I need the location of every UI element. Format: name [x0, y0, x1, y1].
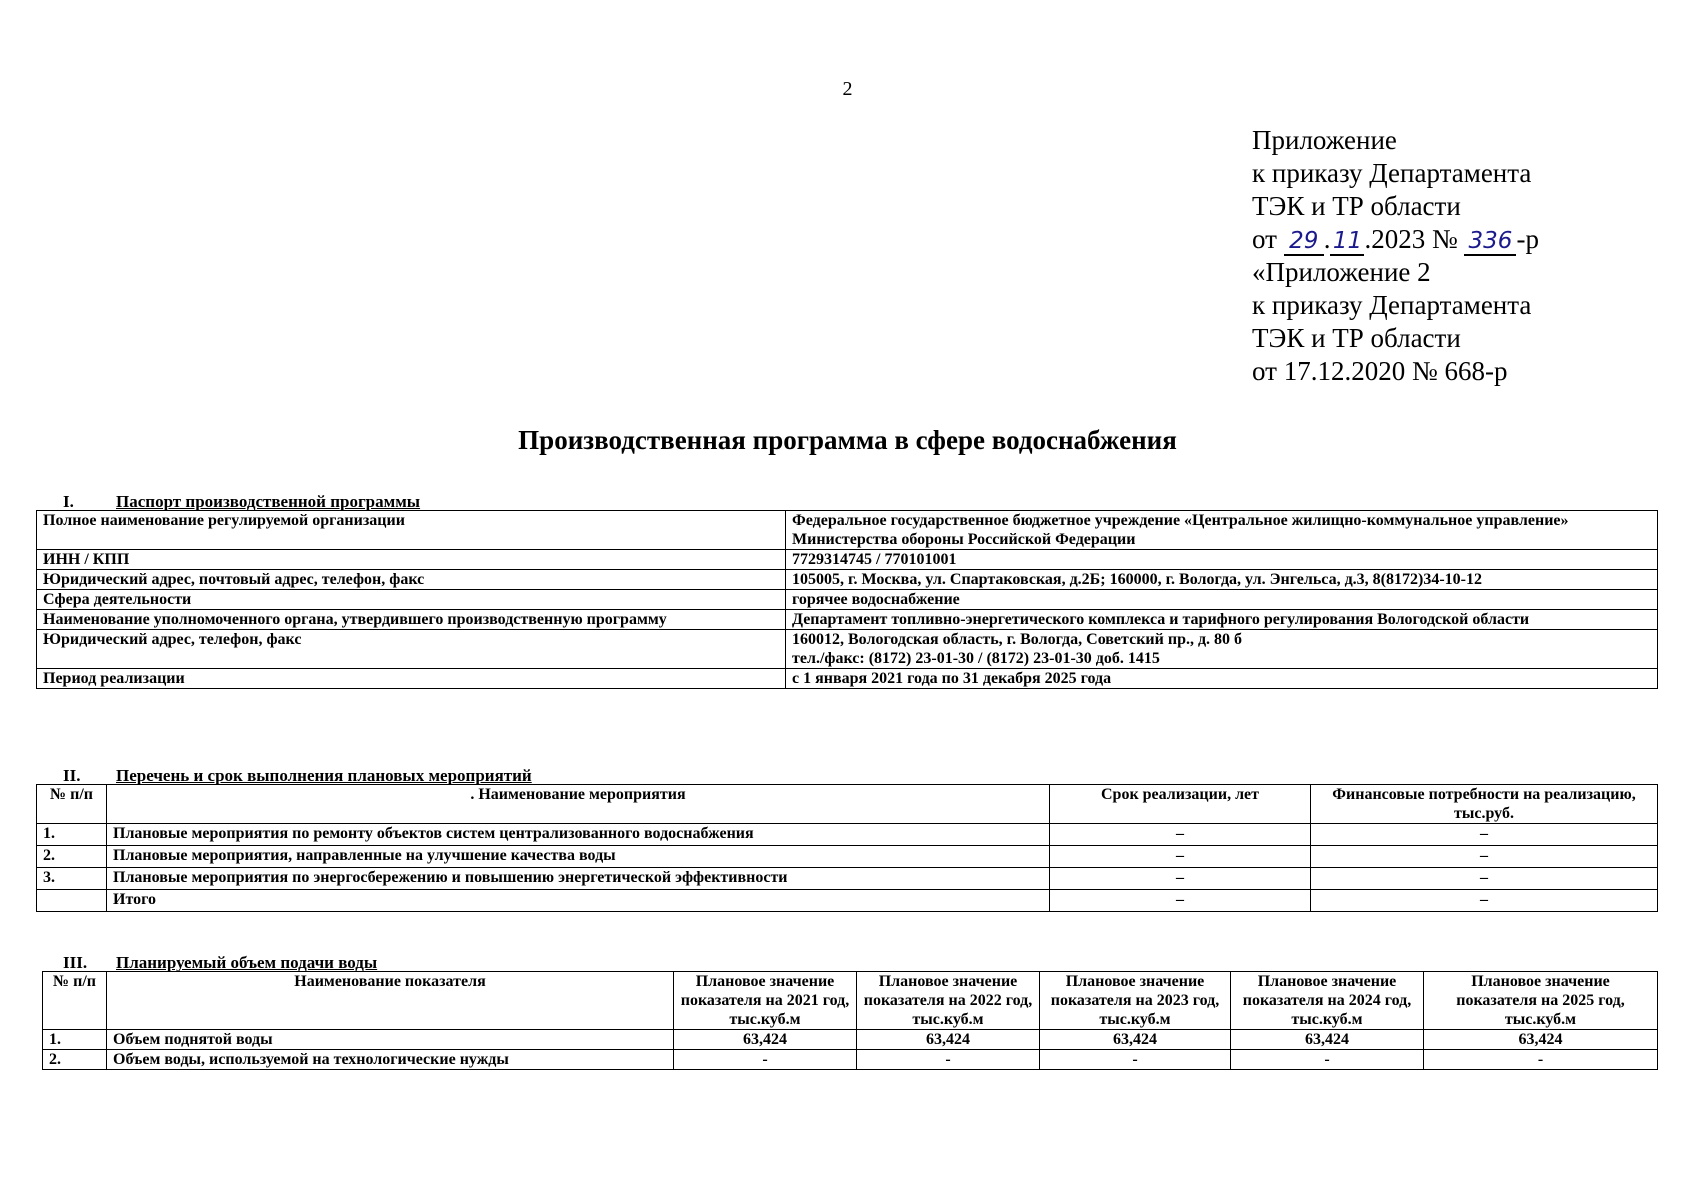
section-title: Перечень и срок выполнения плановых мероприятий — [116, 766, 532, 785]
passport-table — [36, 510, 1658, 689]
cell-2025: 63,424 — [1424, 1030, 1658, 1050]
cell-num: 1. — [37, 824, 107, 846]
table-row-total — [37, 890, 1658, 912]
section-2-heading — [63, 766, 532, 786]
row-value: горячее водоснабжение — [786, 590, 1658, 610]
cell-2021: 63,424 — [674, 1030, 857, 1050]
cell-name: Плановые мероприятия, направленные на улучшение качества воды — [107, 846, 1050, 868]
row-label: Юридический адрес, телефон, факс — [37, 630, 786, 669]
section-title: Планируемый объем подачи воды — [116, 953, 378, 972]
row-value: с 1 января 2021 года по 31 декабря 2025 года — [786, 669, 1658, 689]
cell-2022: 63,424 — [857, 1030, 1040, 1050]
row-label: Период реализации — [37, 669, 786, 689]
column-header-2023: Плановое значение показателя на 2023 год, тыс.куб.м — [1040, 972, 1231, 1030]
cell-name: Объем поднятой воды — [107, 1030, 674, 1050]
handwritten-day: 29 — [1284, 228, 1324, 256]
cell-term: – — [1050, 868, 1311, 890]
attachment-line: Приложение — [1252, 125, 1397, 155]
row-value — [786, 630, 1658, 669]
order-prefix: от — [1252, 224, 1277, 254]
volume-table — [42, 971, 1658, 1070]
column-header-term: Срок реализации, лет — [1050, 785, 1311, 824]
order-reference: от 29 . 11.2023 № 336 -р — [1252, 224, 1539, 254]
row-value: 7729314745 / 770101001 — [786, 550, 1658, 570]
document-title: Производственная программа в сфере водоснабжения — [518, 425, 1177, 455]
table-row — [37, 610, 1658, 630]
column-header-2021: Плановое значение показателя на 2021 год, тыс.куб.м — [674, 972, 857, 1030]
section-3-heading — [63, 953, 377, 973]
attachment-line: «Приложение 2 — [1252, 257, 1431, 287]
cell-name: Плановые мероприятия по ремонту объектов систем централизованного водоснабжения — [107, 824, 1050, 846]
cell-2024: - — [1231, 1050, 1424, 1070]
cell-term: – — [1050, 890, 1311, 912]
column-header-2025: Плановое значение показателя на 2025 год, тыс.куб.м — [1424, 972, 1658, 1030]
section-number: II. — [63, 766, 81, 785]
handwritten-month: 11 — [1330, 228, 1364, 256]
cell-name: Плановые мероприятия по энергосбережению и повышению энергетической эффективности — [107, 868, 1050, 890]
cell-term: – — [1050, 824, 1311, 846]
table-row — [37, 550, 1658, 570]
cell-num: 1. — [43, 1030, 107, 1050]
cell-finance: – — [1311, 846, 1658, 868]
row-value: Федеральное государственное бюджетное учреждение «Центральное жилищно-коммунальное управление» Министерства обороны Российской Федерации — [786, 511, 1658, 550]
section-number: I. — [63, 492, 74, 511]
table-row — [43, 1050, 1658, 1070]
attachment-block — [1252, 124, 1539, 388]
column-header-2024: Плановое значение показателя на 2024 год, тыс.куб.м — [1231, 972, 1424, 1030]
cell-2021: - — [674, 1050, 857, 1070]
table-row — [37, 570, 1658, 590]
attachment-line: к приказу Департамента — [1252, 158, 1532, 188]
cell-num — [37, 890, 107, 912]
cell-finance: – — [1311, 824, 1658, 846]
cell-2024: 63,424 — [1231, 1030, 1424, 1050]
section-title: Паспорт производственной программы — [116, 492, 421, 511]
column-header-finance: Финансовые потребности на реализацию, тыс.руб. — [1311, 785, 1658, 824]
row-label: Полное наименование регулируемой организации — [37, 511, 786, 550]
cell-num: 3. — [37, 868, 107, 890]
column-header-name: . Наименование мероприятия — [107, 785, 1050, 824]
cell-name: Объем воды, используемой на технологические нужды — [107, 1050, 674, 1070]
row-label: Наименование уполномоченного органа, утвердившего производственную программу — [37, 610, 786, 630]
attachment-line: ТЭК и ТР области — [1252, 323, 1461, 353]
table-row — [37, 868, 1658, 890]
row-label: Сфера деятельности — [37, 590, 786, 610]
row-label: ИНН / КПП — [37, 550, 786, 570]
column-header-num: № п/п — [37, 785, 107, 824]
table-row — [37, 511, 1658, 550]
cell-2023: 63,424 — [1040, 1030, 1231, 1050]
table-row — [37, 630, 1658, 669]
cell-num: 2. — [43, 1050, 107, 1070]
order-year: .2023 № — [1364, 224, 1458, 254]
table-row — [37, 590, 1658, 610]
table-row — [43, 1030, 1658, 1050]
column-header-num: № п/п — [43, 972, 107, 1030]
cell-2025: - — [1424, 1050, 1658, 1070]
cell-finance: – — [1311, 890, 1658, 912]
row-value: 105005, г. Москва, ул. Спартаковская, д.2Б; 160000, г. Вологда, ул. Энгельса, д.3, 8(8172)34-10-12 — [786, 570, 1658, 590]
address-line: 160012, Вологодская область, г. Вологда, Советский пр., д. 80 б — [792, 631, 1243, 648]
table-row — [37, 846, 1658, 868]
table-row — [37, 669, 1658, 689]
row-value: Департамент топливно-энергетического комплекса и тарифного регулирования Вологодской области — [786, 610, 1658, 630]
attachment-line: к приказу Департамента — [1252, 290, 1532, 320]
column-header-2022: Плановое значение показателя на 2022 год, тыс.куб.м — [857, 972, 1040, 1030]
table-header-row — [43, 972, 1658, 1030]
phone-line: тел./факс: (8172) 23-01-30 / (8172) 23-01-30 доб. 1415 — [792, 650, 1160, 667]
cell-2022: - — [857, 1050, 1040, 1070]
order-suffix: -р — [1516, 224, 1539, 254]
section-1-heading — [63, 492, 420, 512]
cell-2023: - — [1040, 1050, 1231, 1070]
table-header-row — [37, 785, 1658, 824]
attachment-line: от 17.12.2020 № 668-р — [1252, 356, 1508, 386]
table-row — [37, 824, 1658, 846]
column-header-name: Наименование показателя — [107, 972, 674, 1030]
handwritten-order-number: 336 — [1464, 228, 1516, 256]
cell-num: 2. — [37, 846, 107, 868]
events-table — [36, 784, 1658, 912]
cell-name: Итого — [107, 890, 1050, 912]
section-number: III. — [63, 953, 88, 972]
attachment-line: ТЭК и ТР области — [1252, 191, 1461, 221]
cell-term: – — [1050, 846, 1311, 868]
row-label: Юридический адрес, почтовый адрес, телефон, факс — [37, 570, 786, 590]
cell-finance: – — [1311, 868, 1658, 890]
page-number: 2 — [842, 78, 853, 100]
